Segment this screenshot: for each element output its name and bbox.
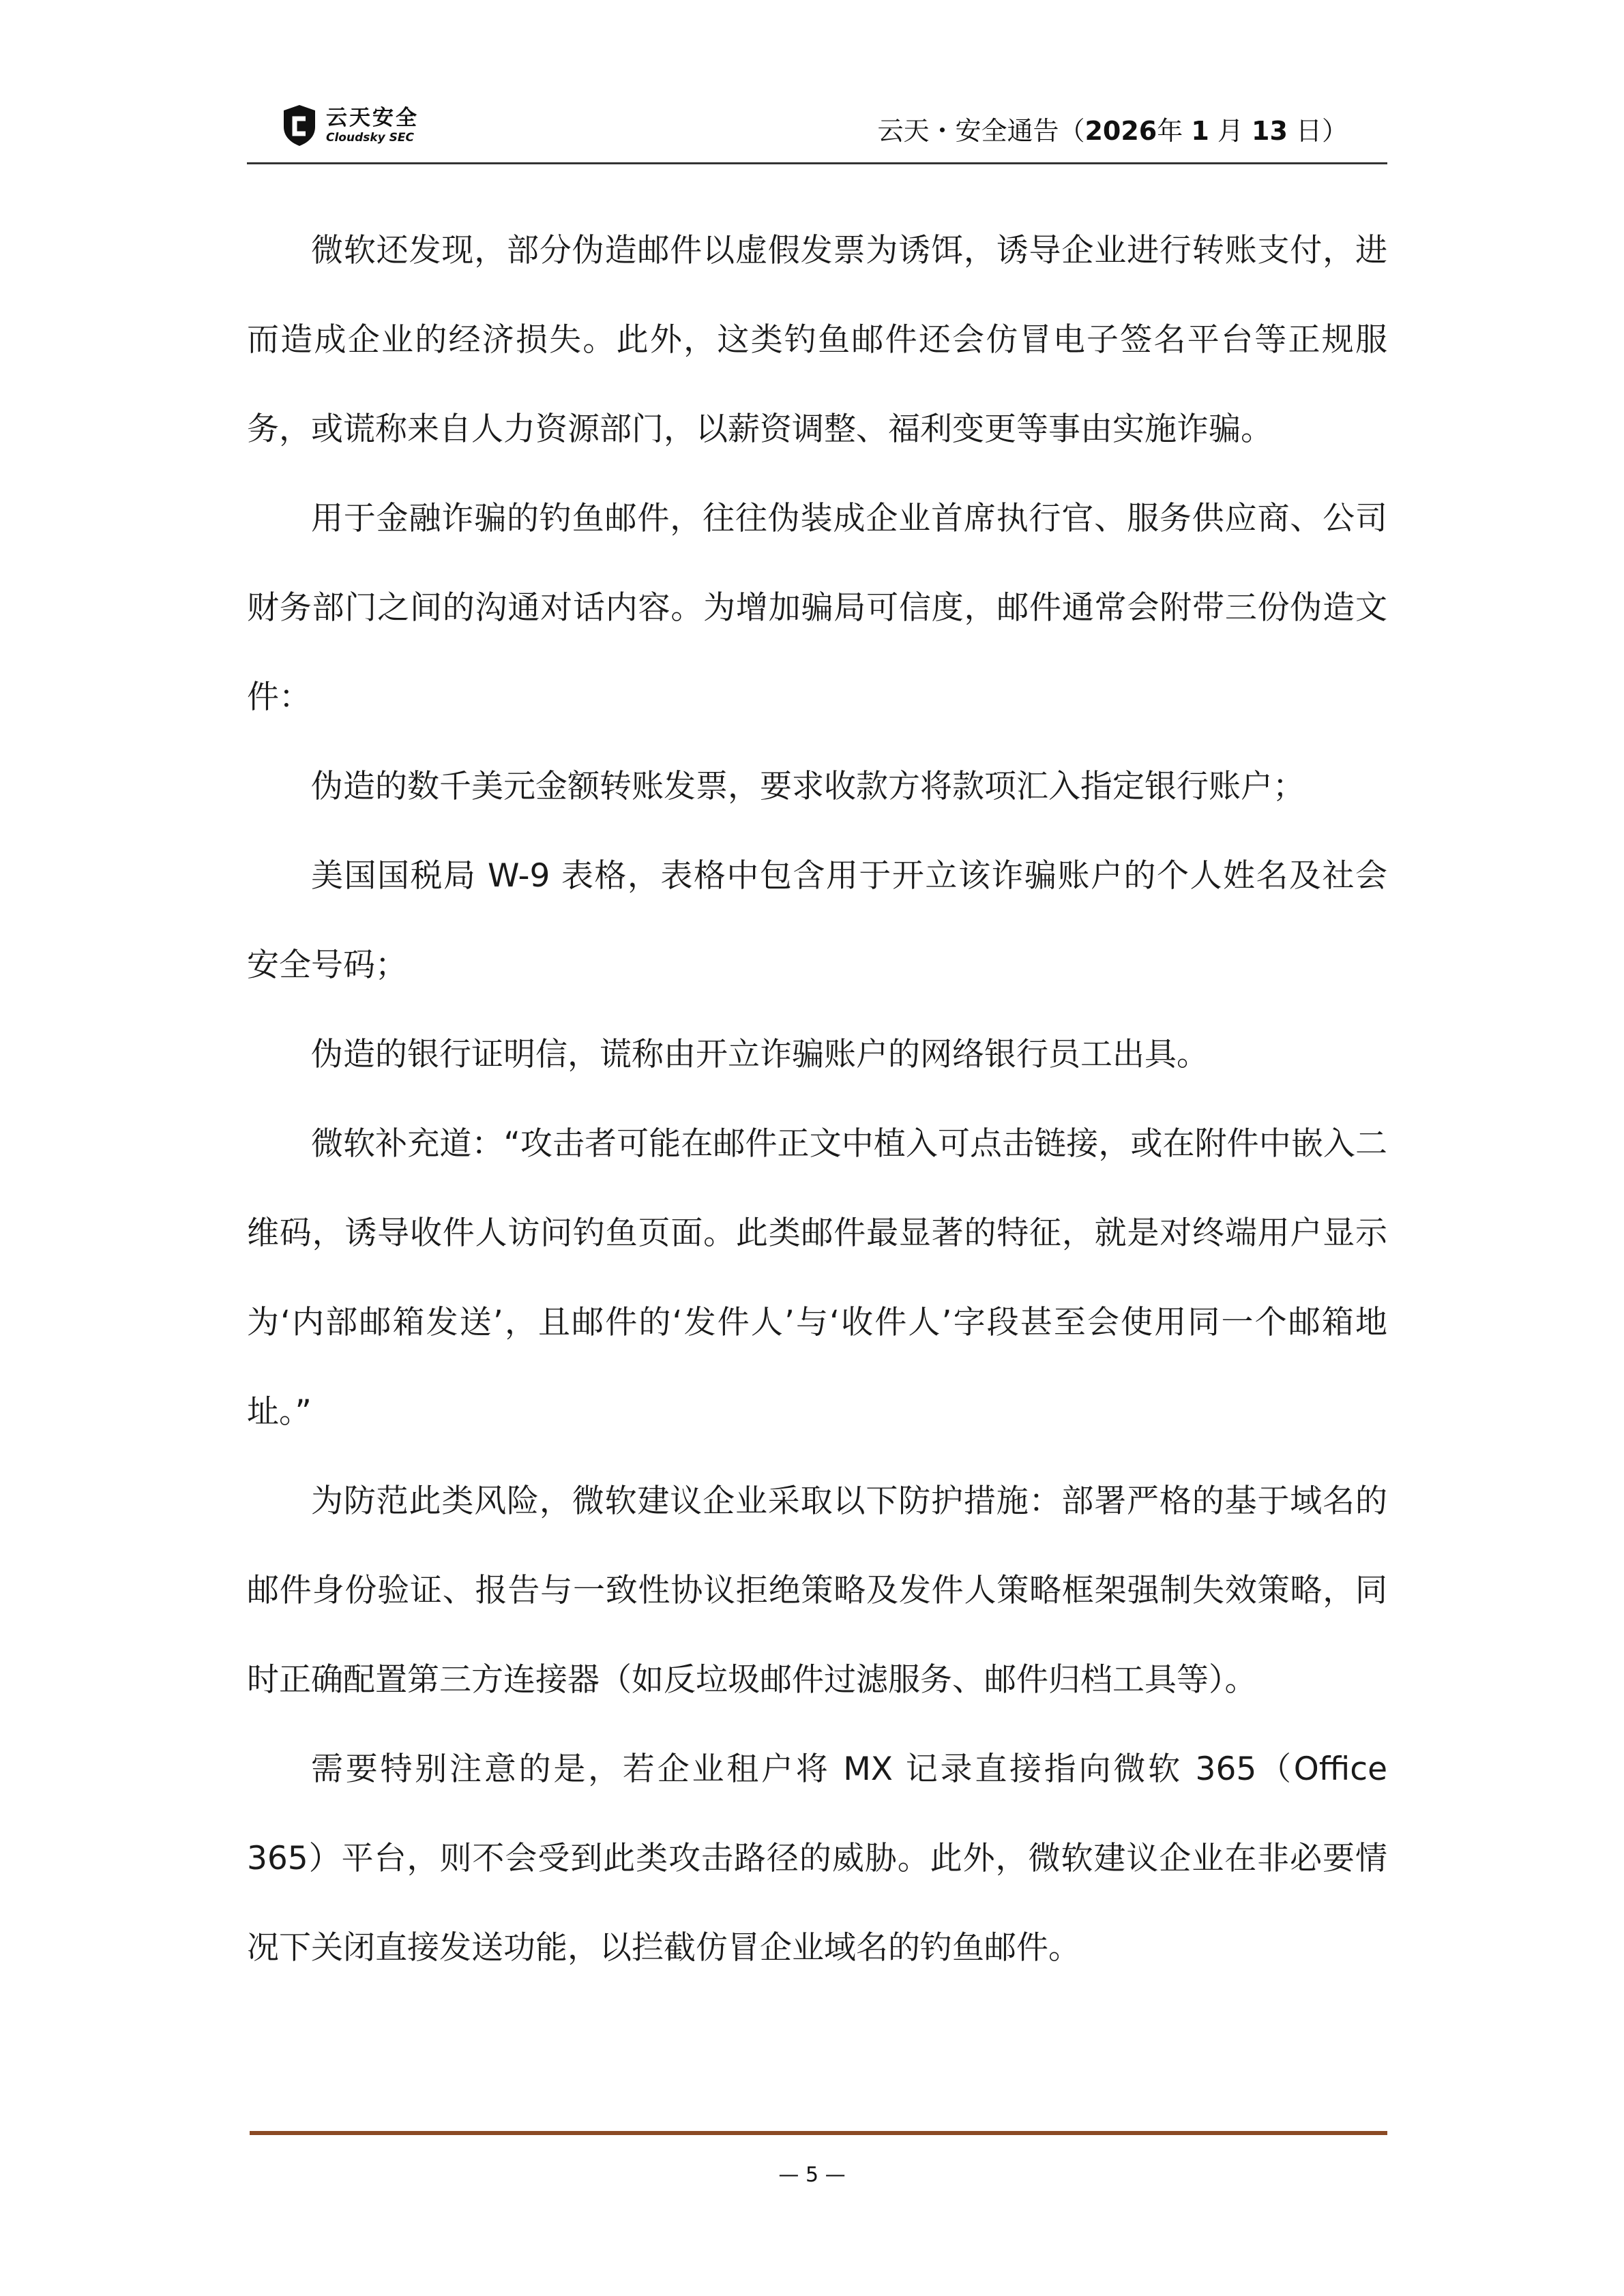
logo-chinese-name: 云天安全 — [326, 106, 419, 130]
footer-divider — [250, 2131, 1387, 2135]
title-year: 2026 — [1084, 116, 1157, 146]
title-year-unit: 年 — [1157, 116, 1183, 146]
paragraph-mitigation: 为防范此类风险，微软建议企业采取以下防护措施：部署严格的基于域名的邮件身份验证、报告与一致性协议拒绝策略及发件人策略框架强制失效策略，同时正确配置第三方连接器（如反垃圾邮件过滤服务、邮件归档工具等）。 — [247, 1482, 1387, 1699]
article-body — [247, 206, 1387, 1993]
cloudsky-shield-icon — [281, 104, 318, 147]
title-suffix: 日） — [1295, 116, 1348, 146]
paragraph-fake-invoice: 伪造的数千美元金额转账发票，要求收款方将款项汇入指定银行账户； — [311, 768, 1305, 805]
title-month-unit: 月 — [1217, 116, 1243, 146]
title-prefix: 云天・安全通告（ — [877, 116, 1085, 146]
paragraph-microsoft-quote: 微软补充道：“攻击者可能在邮件正文中植入可点击链接，或在附件中嵌入二维码，诱导收件人访问钓鱼页面。此类邮件最显著的特征，就是对终端用户显示为‘内部邮箱发送’，且邮件的‘发件人’与‘收件人’字段甚至会使用同一个邮箱地址。” — [247, 1125, 1387, 1431]
paragraph-financial-phishing: 用于金融诈骗的钓鱼邮件，往往伪装成企业首席执行官、服务供应商、公司财务部门之间的沟通对话内容。为增加骗局可信度，邮件通常会附带三份伪造文件： — [247, 500, 1387, 716]
company-logo — [281, 101, 419, 150]
bulletin-title — [877, 115, 1348, 147]
logo-english-name: Cloudsky SEC — [326, 131, 415, 145]
page-number: — 5 — — [778, 2163, 846, 2187]
paragraph-bank-letter: 伪造的银行证明信，谎称由开立诈骗账户的网络银行员工出具。 — [311, 1036, 1209, 1073]
title-month: 1 — [1191, 116, 1209, 146]
title-day: 13 — [1252, 116, 1288, 146]
page-header — [247, 95, 1387, 164]
paragraph-mx-record-note: 需要特别注意的是，若企业租户将 MX 记录直接指向微软 365（Office 365）平台，则不会受到此类攻击路径的威胁。此外，微软建议企业在非必要情况下关闭直接发送功能，以拦截仿冒企业域名的钓鱼邮件。 — [247, 1750, 1387, 1967]
paragraph-invoice-fraud: 微软还发现，部分伪造邮件以虚假发票为诱饵，诱导企业进行转账支付，进而造成企业的经济损失。此外，这类钓鱼邮件还会仿冒电子签名平台等正规服务，或谎称来自人力资源部门，以薪资调整、福利变更等事由实施诈骗。 — [247, 232, 1387, 448]
paragraph-w9-form: 美国国税局 W-9 表格，表格中包含用于开立该诈骗账户的个人姓名及社会安全号码； — [247, 857, 1387, 984]
